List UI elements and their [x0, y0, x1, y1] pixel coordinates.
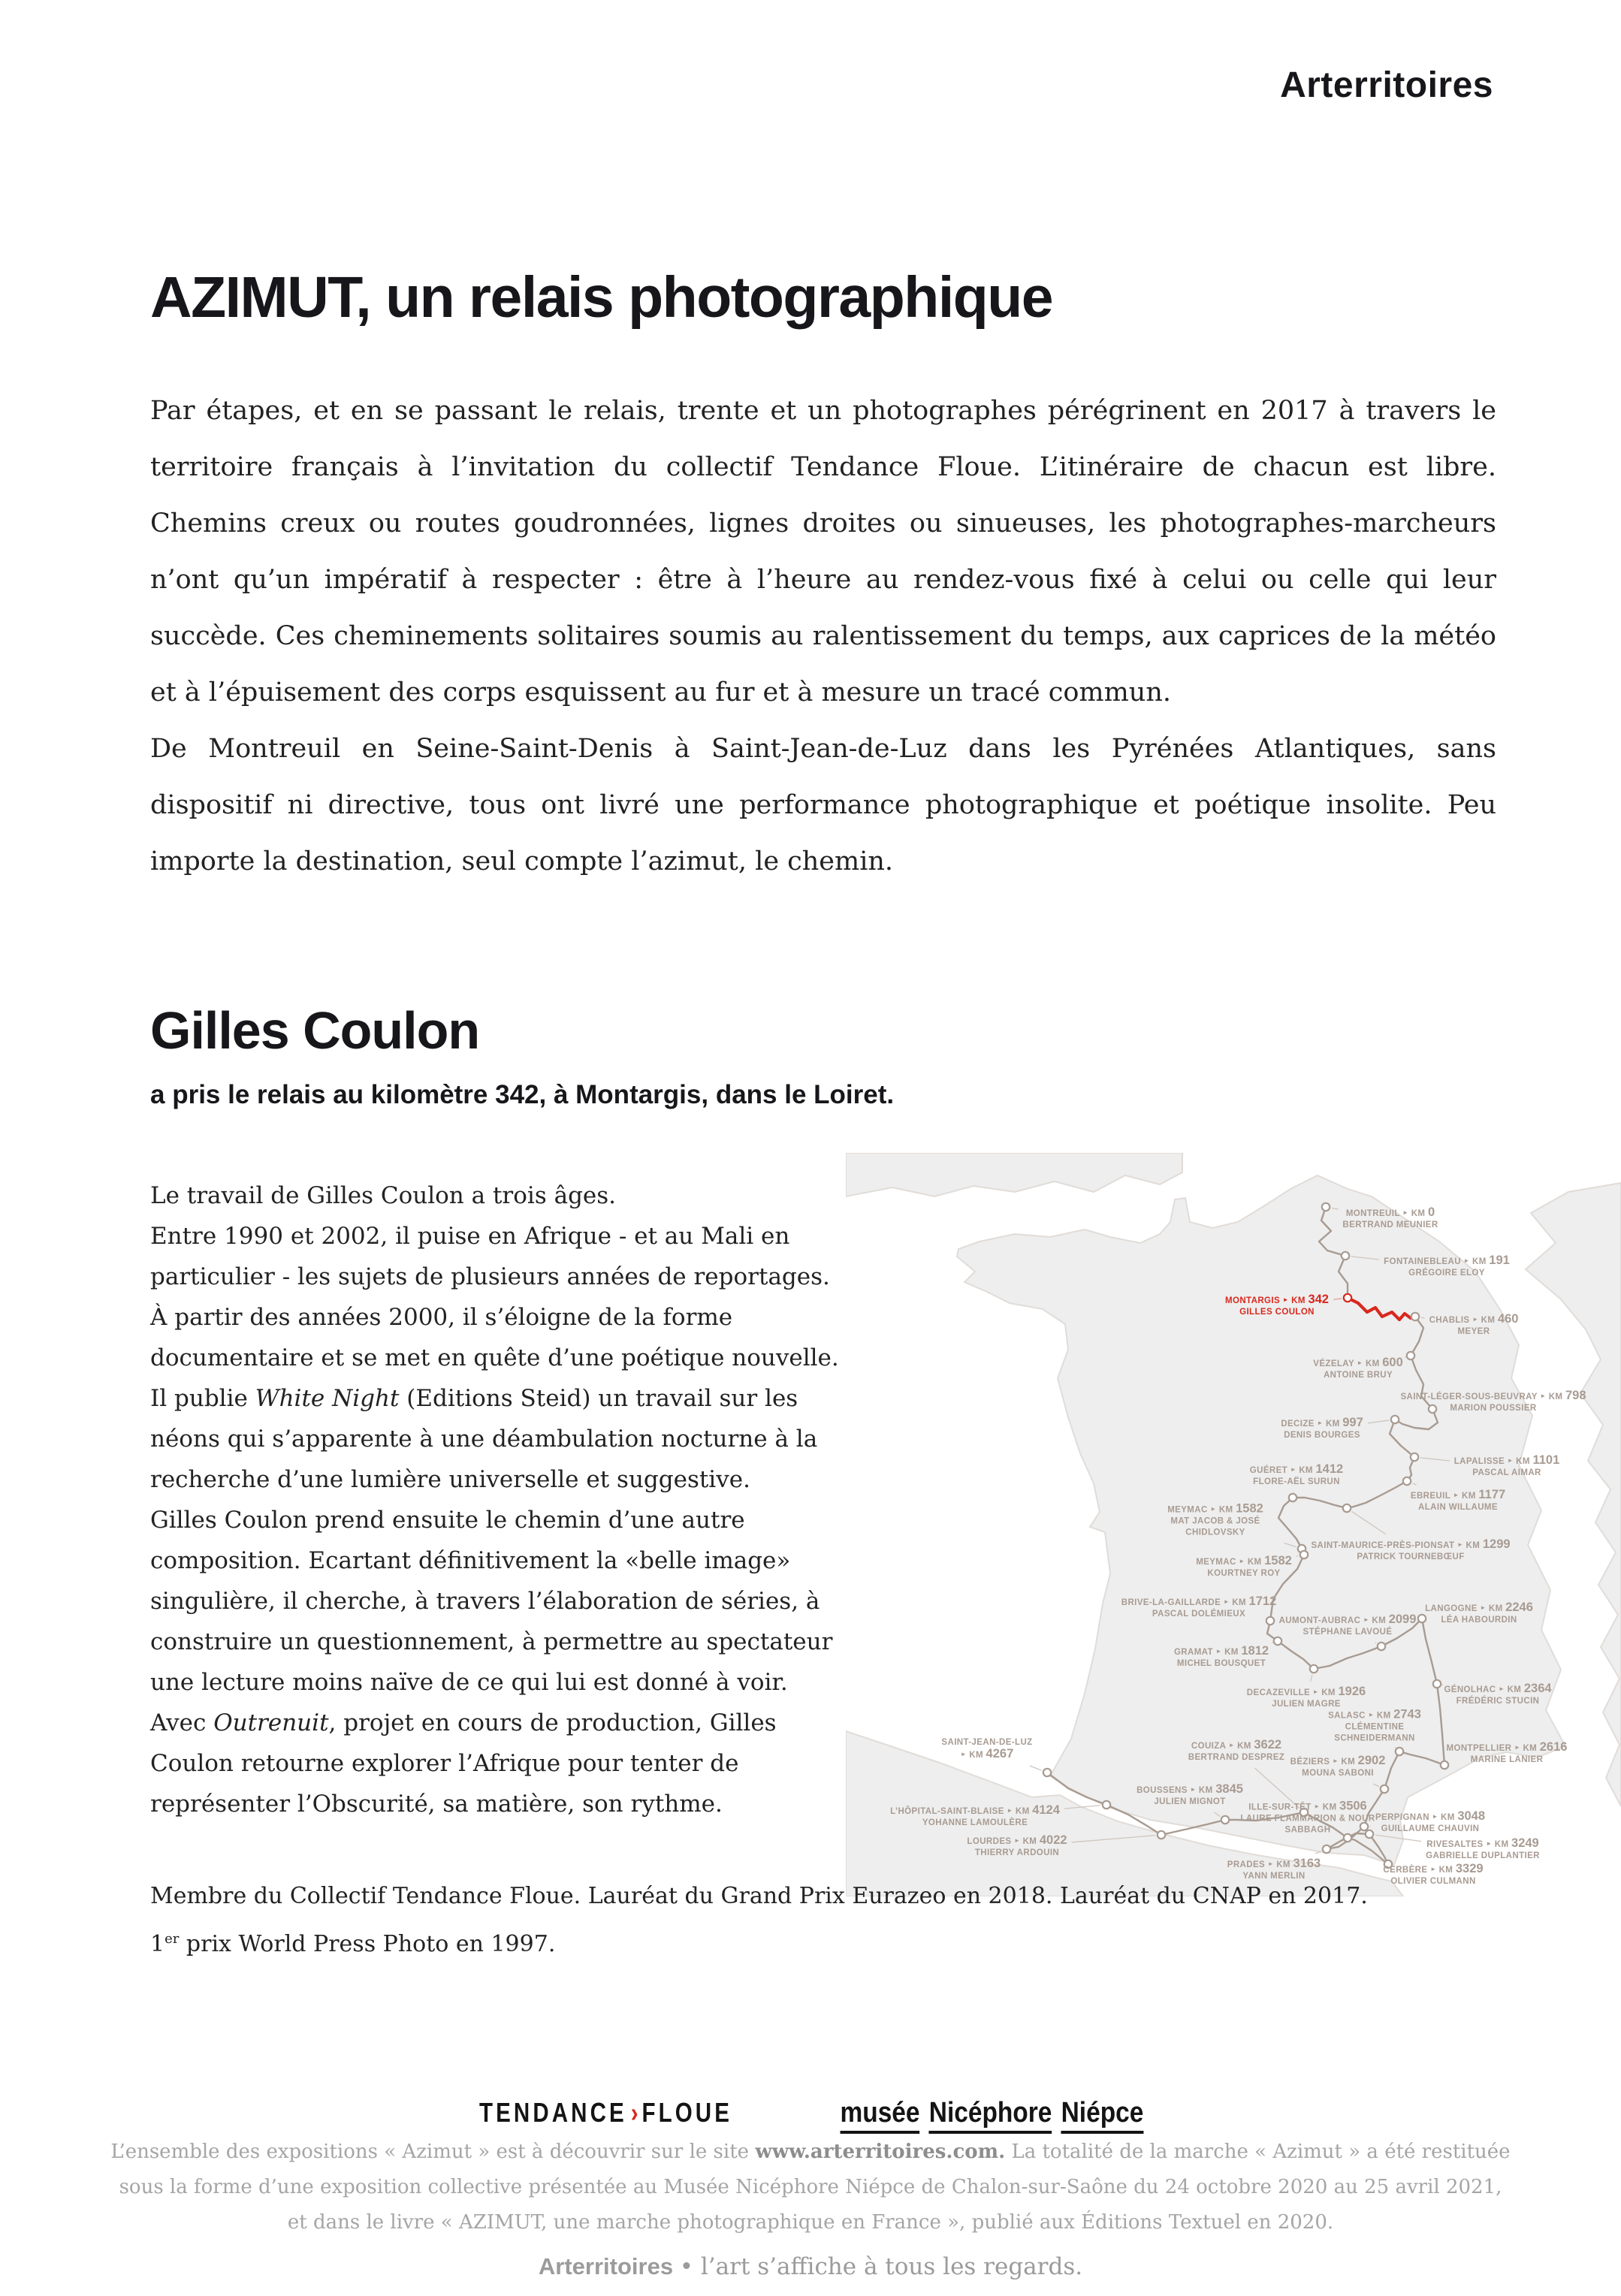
stop-km-value: 0	[1427, 1205, 1435, 1219]
stop-city: PERPIGNAN ► KM 3048	[1375, 1809, 1486, 1823]
stop-city: GÉNOLHAC ► KM 2364	[1444, 1682, 1552, 1695]
text-span: Gilles Coulon prend ensuite le chemin d’une autre composition. Ecartant définitivement la «belle image» singulière, il cherche, à travers l’élaboration de séries, à construire un questionnement, à permettre au spectateur une lecture moins naïve de ce qui lui est donné à voir.	[150, 1507, 833, 1696]
stop-km-value: 1299	[1482, 1537, 1511, 1551]
stop-photographer: LAURE FLAMMARION & NOUR SABBAGH	[1240, 1814, 1375, 1835]
map-stop-label	[1188, 1739, 1284, 1763]
stop-city: MONTARGIS ► KM 342	[1225, 1293, 1329, 1306]
route-arrow-icon: ►	[1239, 1558, 1245, 1564]
paragraph	[0, 2135, 1621, 2170]
map-stop-label	[1174, 1646, 1269, 1670]
map-stop-label	[1454, 1455, 1559, 1479]
text-span: prix World Press Photo en 1997.	[179, 1931, 556, 1957]
stop-photographer: LÉA HABOURDIN	[1441, 1616, 1517, 1625]
stop-km-value: 3163	[1293, 1857, 1321, 1870]
route-arrow-icon: ►	[1210, 1505, 1217, 1513]
stop-city: DECIZE ► KM 997	[1281, 1416, 1363, 1429]
footer-tagline	[0, 2253, 1621, 2280]
stop-city: SAINT-LÉGER-SOUS-BEUVRAY ► KM 798	[1400, 1389, 1586, 1402]
stop-photographer: MICHEL BOUSQUET	[1176, 1659, 1266, 1668]
map-stop-label	[1137, 1784, 1243, 1808]
stop-km-value: 997	[1342, 1416, 1363, 1429]
route-arrow-icon: ►	[1282, 1296, 1289, 1303]
map-stop-label	[890, 1805, 1060, 1829]
route-arrow-icon: ►	[1312, 1688, 1319, 1695]
stop-node	[1411, 1453, 1418, 1461]
intro-paragraph: Par étapes, et en se passant le relais, trente et un photographes pérégrinent en 2017 à travers le territoire français à l’invitation du collectif Tendance Floue. L’itinéraire de chacun est libre. Chemins creux ou routes goudronnées, lignes droites ou sinueuses, les photographes-marcheurs n’ont qu’un impératif à respecter : être à l’heure au rendez-vous fixé à celui ou celle qui leur succède. Ces cheminements solitaires soumis au ralentissement du temps, aux caprices de la météo et à l’épuisement des corps esquissent au fur et à mesure un tracé commun.	[150, 396, 1496, 708]
route-arrow-icon: ►	[1432, 1813, 1438, 1820]
text-span: L’ensemble des expositions « Azimut » est à découvrir sur le site	[110, 2141, 756, 2163]
stop-photographer: FLORE-AËL SURUN	[1253, 1477, 1340, 1486]
paragraph	[150, 1875, 1368, 1917]
text-span: Entre 1990 et 2002, il puise en Afrique - et au Mali en particulier - les sujets de plusieurs années de reportages.	[150, 1223, 830, 1290]
route-arrow-icon: ►	[1363, 1616, 1369, 1623]
map-stop-label	[1281, 1417, 1363, 1441]
stop-node	[1103, 1801, 1110, 1809]
map-stop-label	[1342, 1207, 1438, 1231]
stop-node	[1344, 1294, 1351, 1302]
website-link[interactable]: www.arterritoires.com.	[755, 2141, 1006, 2163]
stop-km-value: 2364	[1523, 1682, 1552, 1695]
route-arrow-icon: ►	[1215, 1648, 1222, 1655]
stop-photographer: GRÉGOIRE ELOY	[1408, 1269, 1485, 1278]
stop-photographer: JULIEN MAGRE	[1272, 1700, 1341, 1709]
stop-node	[1323, 1845, 1330, 1853]
stop-node	[1343, 1504, 1351, 1512]
label-leader-line	[1030, 1766, 1042, 1770]
text-span: et dans le livre « AZIMUT, une marche photographique en France », publié aux Éditions Textuel en 2020.	[287, 2211, 1334, 2234]
fine-print	[0, 2135, 1621, 2240]
stop-node	[1407, 1352, 1414, 1359]
stop-city: ILLE-SUR-TÊT ► KM 3506	[1248, 1799, 1367, 1813]
paragraph	[0, 2205, 1621, 2240]
stop-city: RIVESALTES ► KM 3249	[1426, 1836, 1539, 1850]
tagline-brand: Arterritoires	[538, 2253, 674, 2279]
text-span: Membre du Collectif Tendance Floue. Lauréat du Grand Prix Eurazeo en 2018. Lauréat du CNAP en 2017.	[150, 1883, 1368, 1909]
stop-photographer: MOUNA SABONI	[1302, 1769, 1374, 1778]
musee-logo-word: Nicéphore	[929, 2097, 1052, 2134]
stop-node	[1300, 1551, 1308, 1558]
musee-logo-word: Niépce	[1061, 2097, 1144, 2134]
stop-km-value: 2246	[1505, 1601, 1533, 1614]
text-span: Le travail de Gilles Coulon a trois âges.	[150, 1182, 617, 1209]
route-arrow-icon: ►	[1190, 1786, 1197, 1793]
map-stop-label	[1400, 1390, 1586, 1414]
stop-city: BRIVE-LA-GAILLARDE ► KM 1712	[1121, 1595, 1277, 1608]
stop-photographer: STÉPHANE LAVOUÉ	[1303, 1628, 1393, 1637]
paragraph	[150, 1175, 860, 1216]
stop-node	[1322, 1203, 1330, 1211]
stop-node	[1043, 1769, 1051, 1776]
stop-node	[1289, 1494, 1296, 1501]
stop-km-value: 3249	[1511, 1836, 1539, 1850]
text-span: Outrenuit	[213, 1709, 329, 1736]
stop-km-value: 4267	[986, 1747, 1014, 1760]
stop-km-value: 460	[1497, 1312, 1519, 1326]
map-stop-label	[967, 1835, 1067, 1859]
map-stop-label	[1444, 1683, 1551, 1707]
stop-km-value: 2902	[1357, 1754, 1386, 1767]
chevron-right-icon: ›	[630, 2097, 638, 2128]
map-stop-label	[1383, 1863, 1483, 1887]
stop-node	[1342, 1252, 1349, 1260]
map-stop-label	[1425, 1602, 1533, 1626]
tagline-separator: •	[679, 2253, 694, 2280]
paragraph	[150, 1500, 860, 1703]
stop-photographer: THIERRY ARDOUIN	[974, 1848, 1060, 1857]
map-stop-label	[1447, 1742, 1568, 1766]
text-span: (Editions Steid) un travail sur les néons qui s’apparente à une déambulation nocturne à la recherche d’une lumière universelle et suggestive.	[150, 1385, 818, 1493]
paragraph	[150, 1703, 860, 1824]
stop-km-value: 1177	[1478, 1488, 1506, 1501]
stop-node	[1221, 1816, 1229, 1824]
tagline-text: l’art s’affiche à tous les regards.	[700, 2253, 1083, 2280]
map-stop-label	[1311, 1539, 1510, 1563]
stop-city: SALASC ► KM 2743	[1328, 1707, 1421, 1721]
stop-city: BÉZIERS ► KM 2902	[1290, 1754, 1386, 1767]
stop-km-value: 798	[1565, 1389, 1586, 1402]
map-stop-label	[1429, 1314, 1519, 1338]
stop-node	[1158, 1831, 1165, 1839]
text-span: La totalité de la marche « Azimut » a été restituée	[1005, 2141, 1511, 2163]
stop-city: CHABLIS ► KM 460	[1429, 1312, 1519, 1326]
stop-km-value: 1926	[1338, 1685, 1366, 1698]
paragraph	[150, 1917, 1368, 1966]
section-subheading: a pris le relais au kilomètre 342, à Montargis, dans le Loiret.	[150, 1080, 895, 1109]
stop-km-value: 1812	[1241, 1644, 1269, 1658]
map-stop-label	[1148, 1501, 1283, 1539]
stop-node	[1403, 1477, 1411, 1485]
route-arrow-icon: ►	[1514, 1744, 1520, 1751]
map-stop-label	[1290, 1755, 1386, 1779]
england-landmass	[846, 1153, 1182, 1196]
stop-km-value: 3048	[1457, 1809, 1486, 1823]
route-arrow-icon: ►	[1314, 1803, 1321, 1810]
route-arrow-icon: ►	[1472, 1316, 1479, 1323]
stop-km-value: 2743	[1393, 1707, 1421, 1721]
stop-photographer: DENIS BOURGES	[1284, 1431, 1360, 1440]
stop-city: MEYMAC ► KM 1582	[1167, 1501, 1263, 1516]
route-arrow-icon: ►	[1290, 1466, 1296, 1473]
stop-city: LOURDES ► KM 4022	[967, 1833, 1067, 1847]
stop-city: AUMONT-AUBRAC ► KM 2099	[1278, 1613, 1417, 1626]
route-arrow-icon: ►	[1368, 1711, 1375, 1718]
musee-niepce-logo	[835, 2097, 1148, 2129]
stop-photographer: MEYER	[1457, 1327, 1490, 1336]
stop-city: SAINT-MAURICE-PRÈS-PIONSAT ► KM 1299	[1311, 1537, 1511, 1551]
route-arrow-icon: ►	[960, 1751, 967, 1757]
brand-header: Arterritoires	[1280, 65, 1493, 105]
stop-photographer: ANTOINE BRUY	[1323, 1371, 1393, 1380]
map-stop-label	[941, 1737, 1032, 1761]
route-arrow-icon: ►	[1480, 1604, 1487, 1611]
stop-km-value: 1412	[1315, 1462, 1344, 1476]
stop-city: L’HÔPITAL-SAINT-BLAISE ► KM 4124	[890, 1803, 1060, 1817]
text-span: er	[165, 1931, 180, 1947]
stop-city: PRADES ► KM 3163	[1227, 1857, 1321, 1870]
map-stop-label	[1240, 1801, 1375, 1836]
stop-km-value: 191	[1489, 1254, 1510, 1267]
route-arrow-icon: ►	[1507, 1457, 1514, 1464]
map-stop-label	[1247, 1686, 1366, 1710]
route-arrow-icon: ►	[1540, 1392, 1547, 1399]
paragraph	[0, 2170, 1621, 2205]
label-leader-line	[1421, 1317, 1425, 1318]
stop-photographer: YANN MERLIN	[1242, 1872, 1306, 1881]
stop-km-value: 1582	[1236, 1501, 1263, 1516]
stop-city: DECAZEVILLE ► KM 1926	[1246, 1685, 1366, 1698]
musee-logo-word: musée	[841, 2097, 920, 2134]
paragraph	[150, 1297, 860, 1500]
map-stop-label	[1225, 1294, 1329, 1318]
bio-text	[150, 1175, 860, 1824]
stop-photographer: ALAIN WILLAUME	[1418, 1503, 1498, 1512]
stop-km-value: 2616	[1539, 1740, 1568, 1754]
stop-km-value: 3329	[1455, 1862, 1484, 1875]
stop-node	[1310, 1665, 1318, 1673]
stop-city: GRAMAT ► KM 1812	[1173, 1644, 1269, 1658]
map-stop-label	[1121, 1596, 1277, 1620]
stop-city: MEYMAC ► KM 1582	[1196, 1554, 1292, 1567]
stop-city: MONTREUIL ► KM 0	[1345, 1205, 1435, 1219]
stop-photographer: MARION POUSSIER	[1450, 1404, 1537, 1413]
route-arrow-icon: ►	[1402, 1209, 1409, 1216]
route-arrow-icon: ►	[1430, 1866, 1436, 1872]
stop-city: FONTAINEBLEAU ► KM 191	[1384, 1254, 1510, 1267]
stop-km-value: 600	[1382, 1356, 1403, 1369]
stop-city: LAPALISSE ► KM 1101	[1453, 1453, 1560, 1467]
stop-km-value: 2099	[1388, 1613, 1417, 1626]
route-arrow-icon: ►	[1457, 1541, 1463, 1548]
stop-photographer: JULIEN MIGNOT	[1154, 1797, 1226, 1806]
map-stop-label	[1426, 1838, 1540, 1862]
route-arrow-icon: ►	[1463, 1257, 1470, 1264]
route-arrow-icon: ►	[1357, 1359, 1363, 1366]
text-span: sous la forme d’une exposition collective présentée au Musée Nicéphore Niépce de Chalon-sur-Saône du 24 octobre 2020 au 25 avril 2021,	[119, 2176, 1502, 2198]
stop-km-value: 1582	[1264, 1554, 1292, 1567]
stop-photographer: KOURTNEY ROY	[1207, 1569, 1281, 1578]
intro-text	[150, 383, 1496, 890]
route-arrow-icon: ►	[1014, 1837, 1020, 1844]
stop-city: VÉZELAY ► KM 600	[1313, 1356, 1403, 1369]
stop-node	[1274, 1637, 1281, 1645]
route-arrow-icon: ►	[1317, 1420, 1324, 1426]
map-stop-label	[1313, 1357, 1403, 1381]
floue-word: FLOUE	[641, 2097, 733, 2128]
awards-text	[150, 1875, 1368, 1966]
route-map	[846, 1153, 1621, 1896]
stop-city: LANGOGNE ► KM 2246	[1425, 1601, 1533, 1614]
stop-photographer: FRÉDÉRIC STUCIN	[1456, 1697, 1540, 1706]
stop-photographer: MAT JACOB & JOSÉ CHIDLOVSKY	[1170, 1516, 1260, 1537]
stop-city: BOUSSENS ► KM 3845	[1137, 1782, 1243, 1796]
stop-photographer: PATRICK TOURNEBŒUF	[1357, 1552, 1465, 1561]
stop-city: COUIZA ► KM 3622	[1191, 1738, 1282, 1751]
stop-km-value: 3622	[1254, 1738, 1282, 1751]
route-arrow-icon: ►	[1499, 1685, 1505, 1692]
stop-city: SAINT-JEAN-DE-LUZ ► KM 4267	[941, 1738, 1033, 1760]
map-stop-label	[1307, 1709, 1442, 1745]
tendance-floue-logo	[479, 2097, 732, 2129]
stop-km-value: 1712	[1248, 1595, 1277, 1608]
stop-km-value: 4022	[1039, 1833, 1067, 1847]
route-arrow-icon: ►	[1228, 1742, 1235, 1748]
stop-photographer: YOHANNE LAMOULÈRE	[922, 1818, 1028, 1827]
map-stop-label	[1196, 1555, 1292, 1579]
stop-km-value: 3506	[1339, 1799, 1367, 1813]
route-arrow-icon: ►	[1453, 1492, 1460, 1498]
tendance-word: TENDANCE	[479, 2097, 627, 2128]
stop-km-value: 3845	[1215, 1782, 1243, 1796]
stop-node	[1381, 1785, 1388, 1793]
text-span: , projet en cours de production, Gilles Coulon retourne explorer l’Afrique pour tenter de représenter l’Obscurité, sa matière, son rythme.	[150, 1709, 777, 1818]
stop-node	[1391, 1416, 1399, 1423]
stop-city: GUÉRET ► KM 1412	[1249, 1462, 1344, 1476]
text-span: White Night	[255, 1385, 400, 1412]
stop-city: MONTPELLIER ► KM 2616	[1446, 1740, 1568, 1754]
stop-node	[1411, 1313, 1419, 1320]
stop-photographer: PASCAL AIMAR	[1472, 1468, 1541, 1477]
paragraph	[150, 1216, 860, 1297]
stop-photographer: MARINE LANIER	[1470, 1755, 1544, 1764]
route-arrow-icon: ►	[1267, 1860, 1274, 1867]
stop-photographer: BERTRAND MEUNIER	[1342, 1220, 1438, 1229]
stop-node	[1433, 1680, 1441, 1688]
text-span: 1	[150, 1931, 165, 1957]
route-arrow-icon: ►	[1223, 1598, 1230, 1605]
stop-node	[1396, 1748, 1403, 1755]
stop-city: CERBÈRE ► KM 3329	[1383, 1862, 1484, 1875]
route-arrow-icon: ►	[1486, 1840, 1493, 1847]
route-arrow-icon: ►	[1007, 1807, 1013, 1814]
stop-photographer: GABRIELLE DUPLANTIER	[1426, 1851, 1540, 1860]
stop-photographer: PASCAL DOLÉMIEUX	[1152, 1610, 1246, 1619]
page-title: AZIMUT, un relais photographique	[150, 265, 1053, 330]
stop-km-value: 342	[1308, 1293, 1329, 1306]
map-stop-label	[1384, 1255, 1510, 1279]
map-stop-label	[1250, 1464, 1343, 1488]
section-heading: Gilles Coulon	[150, 1001, 480, 1060]
stop-photographer: GUILLAUME CHAUVIN	[1381, 1824, 1480, 1833]
stop-photographer: CLÉMENTINE SCHNEIDERMANN	[1334, 1722, 1415, 1743]
intro-paragraph: De Montreuil en Seine-Saint-Denis à Saint-Jean-de-Luz dans les Pyrénées Atlantiques, sans dispositif ni directive, tous ont livré une performance photographique et poétique insolite. Peu importe la destination, seul compte l’azimut, le chemin.	[150, 734, 1496, 876]
stop-photographer: BERTRAND DESPREZ	[1188, 1753, 1285, 1762]
partner-logos	[0, 2097, 1621, 2129]
map-stop-label	[1375, 1811, 1485, 1835]
stop-city: EBREUIL ► KM 1177	[1410, 1488, 1506, 1501]
stop-photographer: OLIVIER CULMANN	[1390, 1877, 1476, 1886]
text-span: Avec	[150, 1709, 214, 1736]
route-arrow-icon: ►	[1332, 1757, 1339, 1764]
map-stop-label	[1279, 1614, 1417, 1638]
stop-km-value: 1101	[1532, 1453, 1560, 1467]
text-span: À partir des années 2000, il s’éloigne de la forme documentaire et se met en quête d’une poétique nouvelle. Il publie	[150, 1304, 839, 1412]
stop-photographer: GILLES COULON	[1239, 1308, 1315, 1317]
map-stop-label	[1411, 1489, 1505, 1513]
stop-node	[1378, 1643, 1385, 1650]
stop-km-value: 4124	[1032, 1803, 1060, 1817]
